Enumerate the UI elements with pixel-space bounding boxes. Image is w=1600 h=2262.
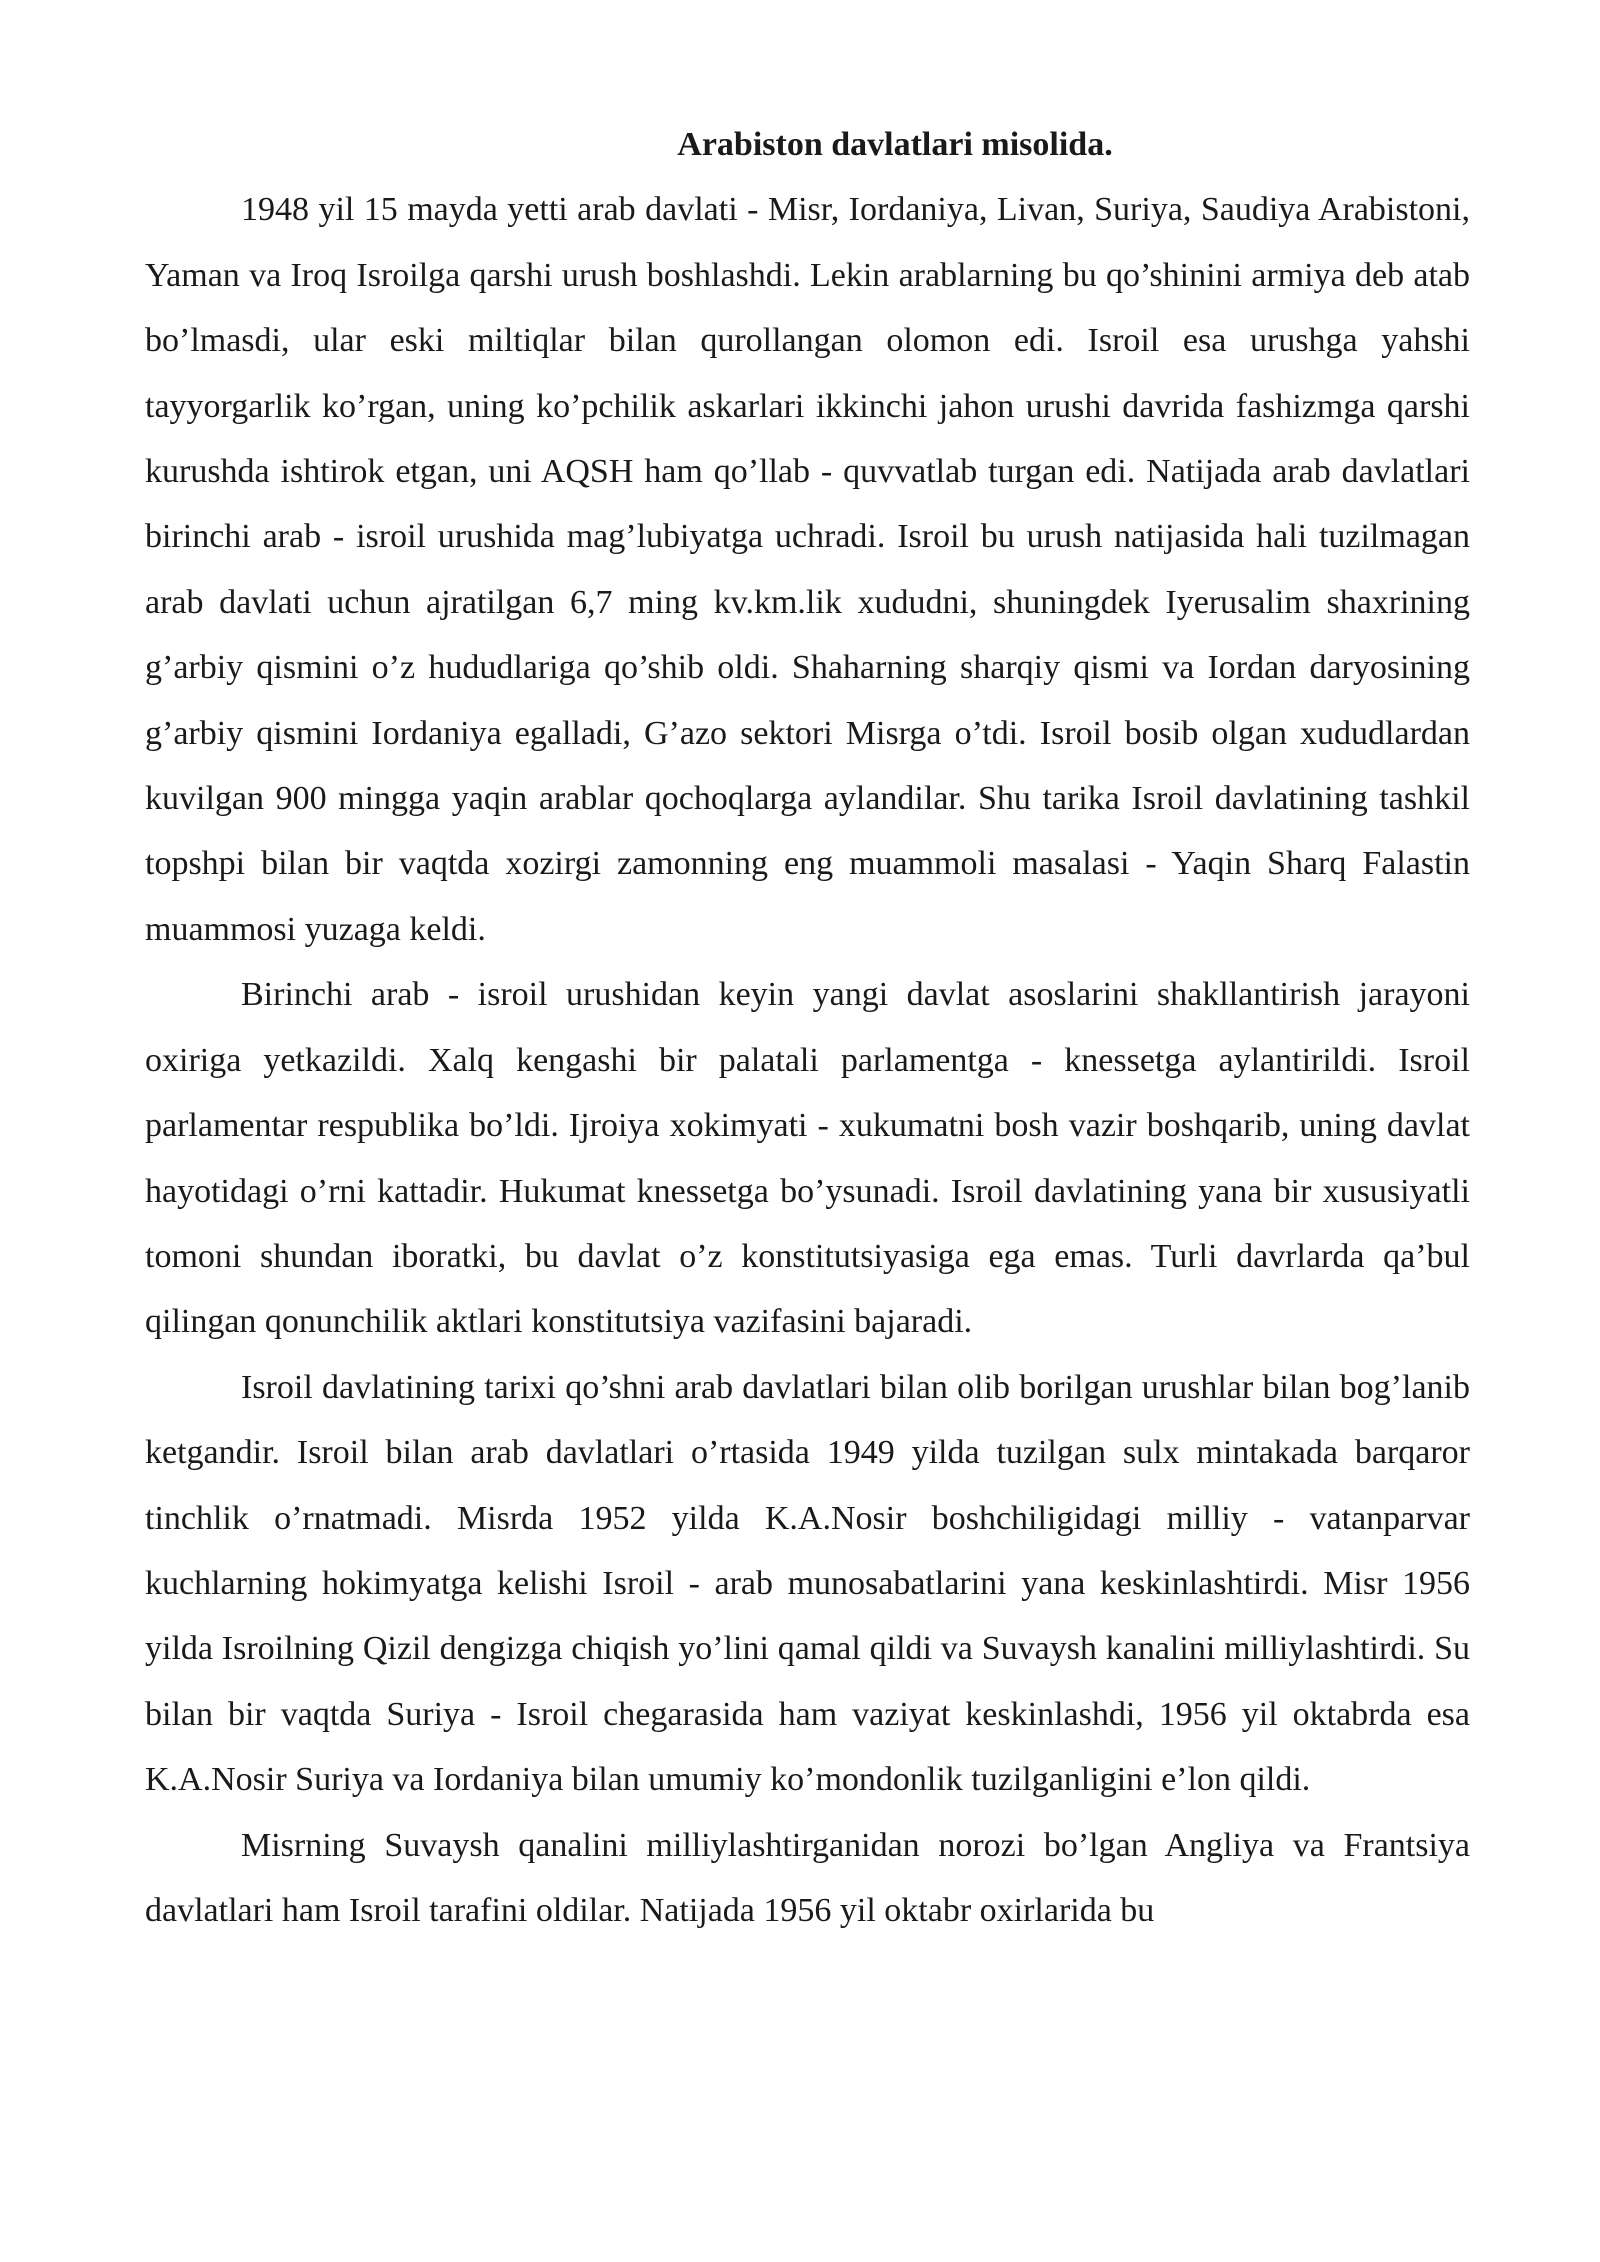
- paragraph-4: Misrning Suvaysh qanalini milliylashtirganidan norozi bo’lgan Angliya va Frantsiya davlatlari ham Isroil tarafini oldilar. Natijada 1956 yil oktabr oxirlarida bu: [145, 1826, 1470, 1929]
- page-title: Arabiston davlatlari misolida.: [677, 126, 1113, 163]
- document-body: [145, 112, 1470, 1943]
- paragraph-1: 1948 yil 15 mayda yetti arab davlati - Misr, Iordaniya, Livan, Suriya, Saudiya Arabistoni, Yaman va Iroq Isroilga qarshi urush boshlashdi. Lekin arablarning bu qo’shinini armiya deb atab bo’lmasdi, ular eski miltiqlar bilan qurollangan olomon edi. Isroil esa urushga yahshi tayyorgarlik ko’rgan, uning ko’pchilik askarlari ikkinchi jahon urushi davrida fashizmga qarshi kurushda ishtirok etgan, uni AQSH ham qo’llab - quvvatlab turgan edi. Natijada arab davlatlari birinchi arab - isroil urushida mag’lubiyatga uchradi. Isroil bu urush natijasida hali tuzilmagan arab davlati uchun ajratilgan 6,7 ming kv.km.lik xududni, shuningdek Iyerusalim shaxrining g’arbiy qismini o’z hududlariga qo’shib oldi. Shaharning sharqiy qismi va Iordan daryosining g’arbiy qismini Iordaniya egalladi, G’azo sektori Misrga o’tdi. Isroil bosib olgan xududlardan kuvilgan 900 mingga yaqin arablar qochoqlarga aylandilar. Shu tarika Isroil davlatining tashkil topshpi bilan bir vaqtda xozirgi zamonning eng muammoli masalasi - Yaqin Sharq Falastin muammosi yuzaga keldi.: [145, 191, 1470, 948]
- paragraph-3: Isroil davlatining tarixi qo’shni arab davlatlari bilan olib borilgan urushlar bilan bog’lanib ketgandir. Isroil bilan arab davlatlari o’rtasida 1949 yilda tuzilgan sulx mintakada barqaror tinchlik o’rnatmadi. Misrda 1952 yilda K.A.Nosir boshchiligidagi milliy - vatanparvar kuchlarning hokimyatga kelishi Isroil - arab munosabatlarini yana keskinlashtirdi. Misr 1956 yilda Isroilning Qizil dengizga chiqish yo’lini qamal qildi va Suvaysh kanalini milliylashtirdi. Su bilan bir vaqtda Suriya - Isroil chegarasida ham vaziyat keskinlashdi, 1956 yil oktabrda esa K.A.Nosir Suriya va Iordaniya bilan umumiy ko’mondonlik tuzilganligini e’lon qildi.: [145, 1368, 1470, 1799]
- paragraph-2: Birinchi arab - isroil urushidan keyin yangi davlat asoslarini shakllantirish jarayoni oxiriga yetkazildi. Xalq kengashi bir palatali parlamentga - knessetga aylantirildi. Isroil parlamentar respublika bo’ldi. Ijroiya xokimyati - xukumatni bosh vazir boshqarib, uning davlat hayotidagi o’rni kattadir. Hukumat knessetga bo’ysunadi. Isroil davlatining yana bir xususiyatli tomoni shundan iboratki, bu davlat o’z konstitutsiyasiga ega emas. Turli davrlarda qa’bul qilingan qonunchilik aktlari konstitutsiya vazifasini bajaradi.: [145, 976, 1470, 1341]
